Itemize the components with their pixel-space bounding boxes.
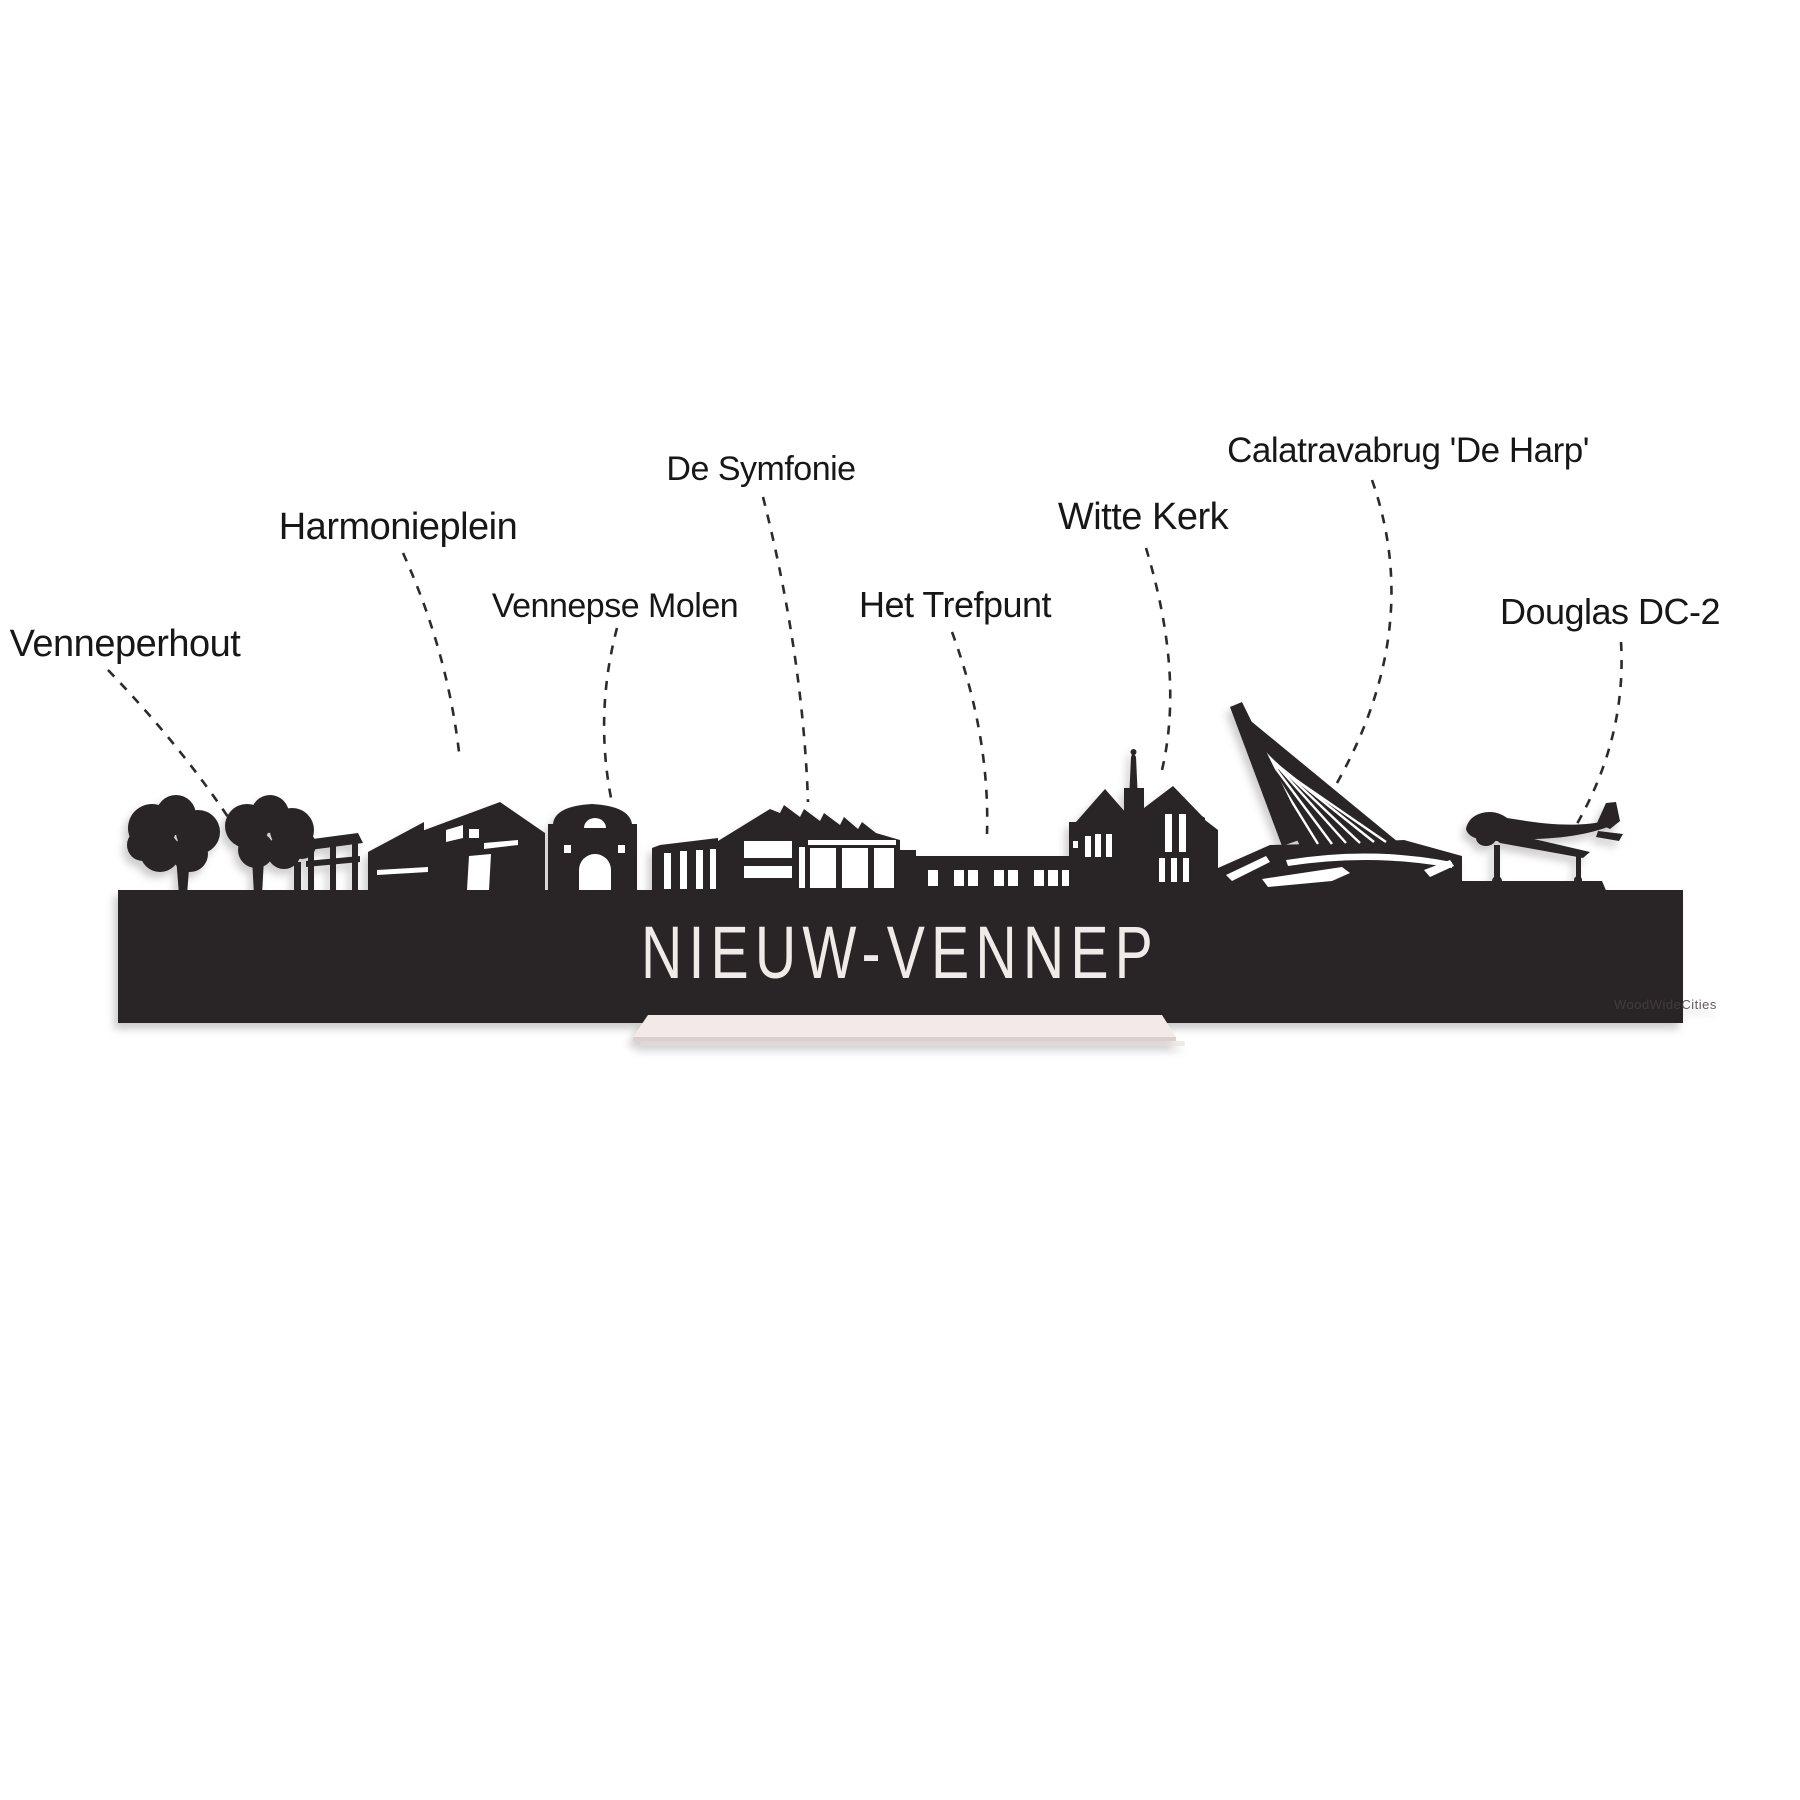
label-de-symfonie: De Symfonie <box>666 450 856 488</box>
label-vennepse-molen: Vennepse Molen <box>491 587 739 625</box>
harmonieplein-building <box>368 802 545 892</box>
witte-kerk-building <box>1069 749 1218 892</box>
label-venneperhout: Venneperhout <box>9 623 241 665</box>
label-douglas-dc2: Douglas DC-2 <box>1499 591 1721 632</box>
city-name-cutout: NIEUW-VENNEP <box>641 911 1159 994</box>
label-harmonieplein: Harmonieplein <box>278 506 518 548</box>
label-witte-kerk: Witte Kerk <box>1057 496 1229 538</box>
calatrava-bridge <box>1218 702 1462 896</box>
vennepse-molen-building <box>548 804 637 892</box>
display-stand <box>633 1015 1185 1046</box>
label-calatravabrug: Calatravabrug 'De Harp' <box>1227 431 1589 470</box>
watermark: WoodWideCities <box>1614 997 1717 1012</box>
picnic-shelter <box>302 833 363 892</box>
douglas-dc2-plane <box>1456 802 1623 895</box>
label-het-trefpunt: Het Trefpunt <box>858 584 1052 625</box>
de-symfonie-building <box>652 805 900 892</box>
venneperhout-trees <box>127 795 316 895</box>
